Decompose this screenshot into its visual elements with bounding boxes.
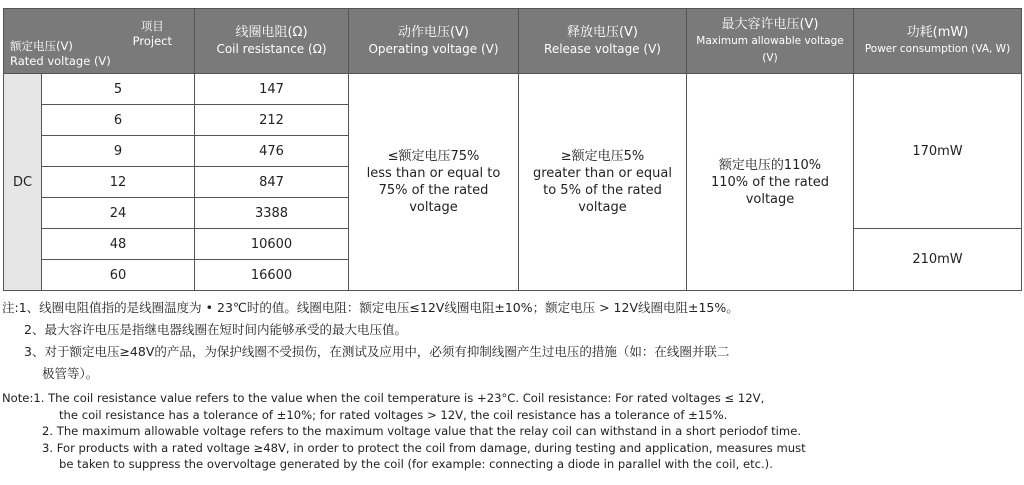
coil-resistance-cell: 10600 xyxy=(195,229,349,260)
header-project-cn: 项目 xyxy=(140,19,164,33)
coil-resistance-cell: 3388 xyxy=(195,198,349,229)
header-rated-project xyxy=(4,9,195,74)
rated-voltage-cell: 5 xyxy=(42,74,195,105)
coil-resistance-cell: 212 xyxy=(195,105,349,136)
power-cell-low: 170mW xyxy=(854,74,1022,229)
release-voltage-cell xyxy=(519,74,687,291)
header-max-cn: 最大容许电压(V) xyxy=(721,16,819,32)
max-line: voltage xyxy=(745,191,795,207)
coil-resistance-cell: 147 xyxy=(195,74,349,105)
header-rated-en: Rated voltage (V) xyxy=(10,54,111,68)
header-rated-cn: 额定电压(V) xyxy=(10,39,73,53)
coil-resistance-cell: 16600 xyxy=(195,260,349,291)
operating-line: ≤额定电压75% xyxy=(387,149,480,164)
rated-voltage-cell: 12 xyxy=(42,167,195,198)
header-max-voltage xyxy=(687,9,854,74)
release-line: voltage xyxy=(578,200,627,215)
coil-spec-table xyxy=(3,8,1022,291)
table-header-row xyxy=(4,9,1022,74)
rated-voltage-cell: 6 xyxy=(42,105,195,136)
header-release-voltage xyxy=(519,9,687,74)
note-cn-1: 注:1、线圈电阻值指的是线圈温度为 • 23℃时的值。线圈电阻：额定电压≤12V线圈电阻±10%；额定电压 > 12V线圈电阻±15%。 xyxy=(2,300,739,315)
release-line: ≥额定电压5% xyxy=(560,149,645,164)
rated-voltage-cell: 60 xyxy=(42,260,195,291)
header-max-en: Maximum allowable voltage (V) xyxy=(696,34,844,64)
operating-voltage-cell xyxy=(349,74,519,291)
header-operating-en: Operating voltage (V) xyxy=(368,42,499,56)
max-line: 额定电压的110% xyxy=(718,157,822,173)
notes-chinese xyxy=(2,297,739,385)
dc-label: DC xyxy=(4,74,42,291)
header-operating-voltage xyxy=(349,9,519,74)
coil-resistance-cell: 476 xyxy=(195,136,349,167)
header-operating-cn: 动作电压(V) xyxy=(397,25,470,40)
table-row xyxy=(4,74,1022,105)
max-line: 110% of the rated xyxy=(710,174,830,190)
note-cn-2: 2、最大容许电压是指继电器线圈在短时间内能够承受的最大电压值。 xyxy=(24,322,407,337)
header-power xyxy=(854,9,1022,74)
header-project-label xyxy=(133,19,172,49)
note-en-3b: be taken to suppress the overvoltage generated by the coil (for example: connecting a diode in parallel with the coil, etc.). xyxy=(59,457,773,471)
header-rated-label xyxy=(10,39,111,69)
release-line: to 5% of the rated xyxy=(543,183,662,198)
max-voltage-cell xyxy=(687,74,854,291)
note-en-2: 2. The maximum allowable voltage refers to the maximum voltage value that the relay coil can withstand in a short periodof time. xyxy=(42,424,802,438)
operating-line: less than or equal to xyxy=(366,166,501,181)
operating-line: 75% of the rated xyxy=(378,183,489,198)
header-release-cn: 释放电压(V) xyxy=(566,25,639,40)
header-coil-cn: 线圈电阻(Ω) xyxy=(235,25,308,40)
header-power-cn: 功耗(mW) xyxy=(906,25,969,40)
header-coil-en: Coil resistance (Ω) xyxy=(216,42,327,56)
header-coil-resistance xyxy=(195,9,349,74)
operating-line: voltage xyxy=(409,200,458,215)
note-en-1a: Note:1. The coil resistance value refers to the value when the coil temperature is +23°C. Coil resistance: For rated voltages ≤ 12V, xyxy=(2,391,765,405)
header-power-en: Power consumption (VA, W) xyxy=(864,43,1011,55)
rated-voltage-cell: 48 xyxy=(42,229,195,260)
notes-english xyxy=(2,390,806,473)
release-line: greater than or equal xyxy=(532,166,673,181)
note-cn-3b: 极管等）。 xyxy=(42,366,99,381)
note-en-3a: 3. For products with a rated voltage ≥48V, in order to protect the coil from damage, during testing and application, measures must xyxy=(42,440,806,455)
coil-resistance-cell: 847 xyxy=(195,167,349,198)
note-cn-3a: 3、对于额定电压≥48V的产品，为保护线圈不受损伤，在测试及应用中，必须有抑制线圈产生过电压的措施（如：在线圈并联二 xyxy=(24,344,730,359)
header-project-en: Project xyxy=(132,34,172,48)
power-cell-high: 210mW xyxy=(854,229,1022,291)
rated-voltage-cell: 24 xyxy=(42,198,195,229)
note-en-1b: the coil resistance has a tolerance of ±10%; for rated voltages > 12V, the coil resistance has a tolerance of ±15%. xyxy=(59,407,728,422)
rated-voltage-cell: 9 xyxy=(42,136,195,167)
header-release-en: Release voltage (V) xyxy=(544,42,661,56)
